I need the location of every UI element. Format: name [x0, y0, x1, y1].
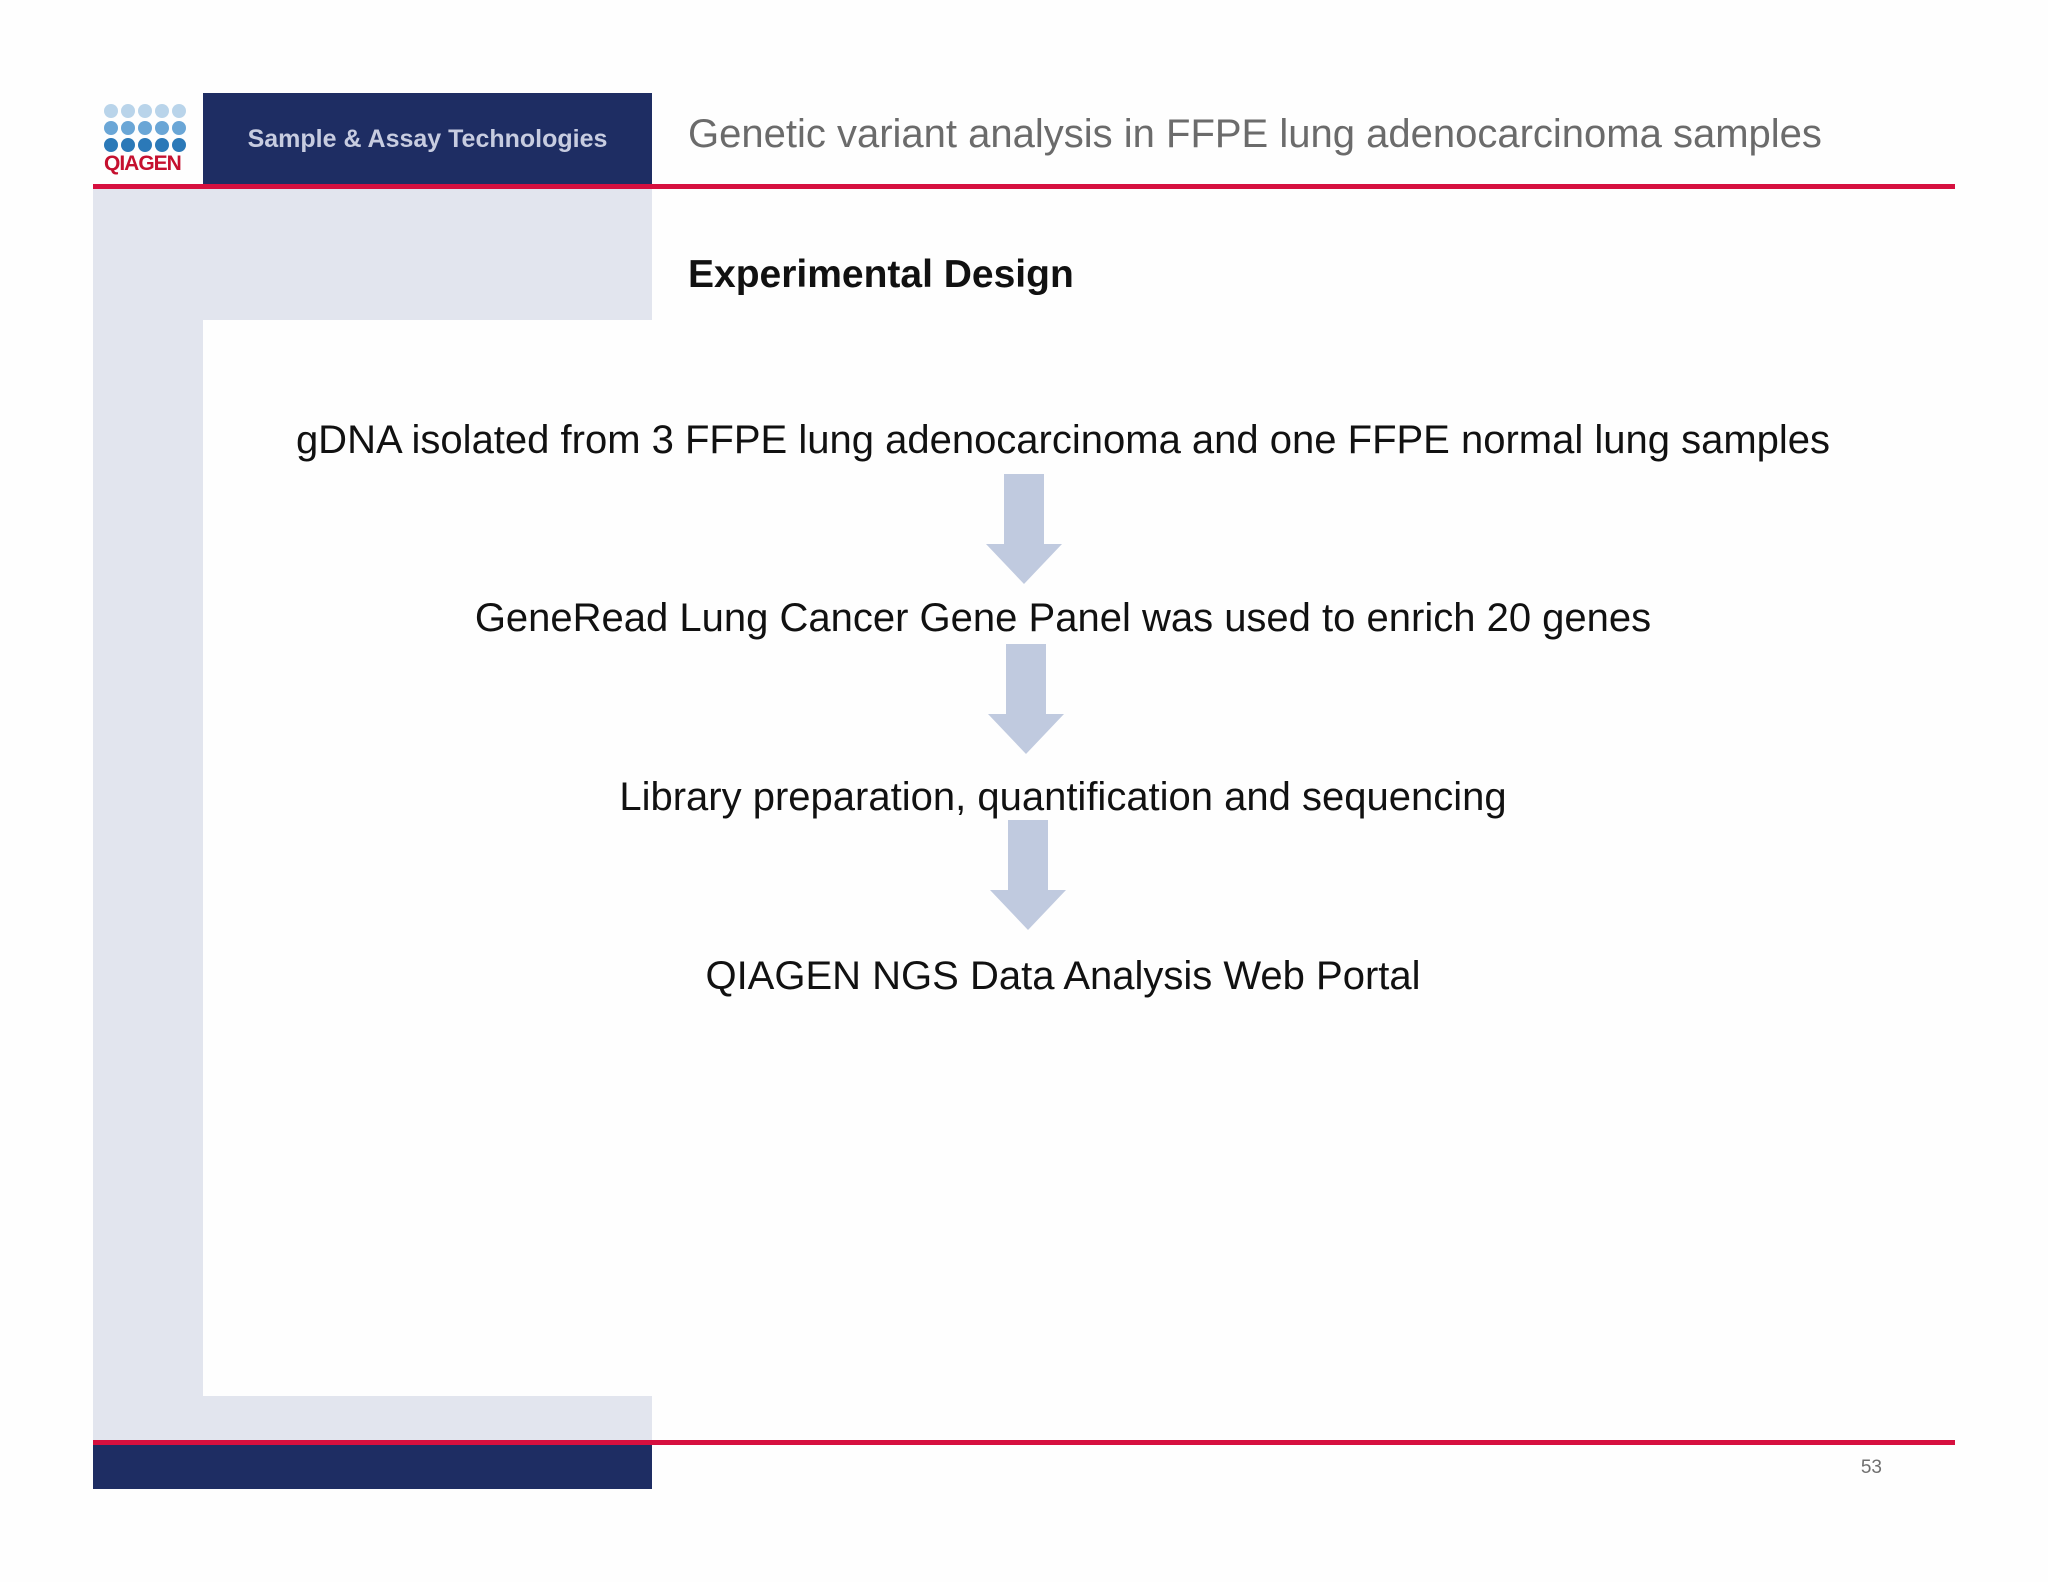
- top-rule: [93, 184, 1955, 189]
- frame-left: [93, 188, 203, 1440]
- down-arrow-icon: [988, 644, 1064, 754]
- page-number: 53: [1860, 1457, 1882, 1478]
- frame-bottom: [93, 1396, 652, 1442]
- step-3: Library preparation, quantification and sequencing: [619, 775, 1507, 819]
- slide-title: Genetic variant analysis in FFPE lung adenocarcinoma samples: [688, 112, 1822, 156]
- down-arrow-icon: [986, 474, 1062, 584]
- step-4: QIAGEN NGS Data Analysis Web Portal: [705, 954, 1421, 998]
- footer-box: [93, 1445, 652, 1489]
- section-title: Experimental Design: [688, 253, 1074, 296]
- logo-text: QIAGEN: [104, 152, 181, 175]
- down-arrow-icon: [990, 820, 1066, 930]
- brand-box: [203, 93, 652, 186]
- qiagen-logo: [104, 104, 188, 176]
- logo-dots-icon: [104, 104, 188, 152]
- step-1: gDNA isolated from 3 FFPE lung adenocarcinoma and one FFPE normal lung samples: [295, 418, 1831, 462]
- step-2: GeneRead Lung Cancer Gene Panel was used to enrich 20 genes: [474, 596, 1652, 640]
- brand-label: Sample & Assay Technologies: [247, 125, 608, 153]
